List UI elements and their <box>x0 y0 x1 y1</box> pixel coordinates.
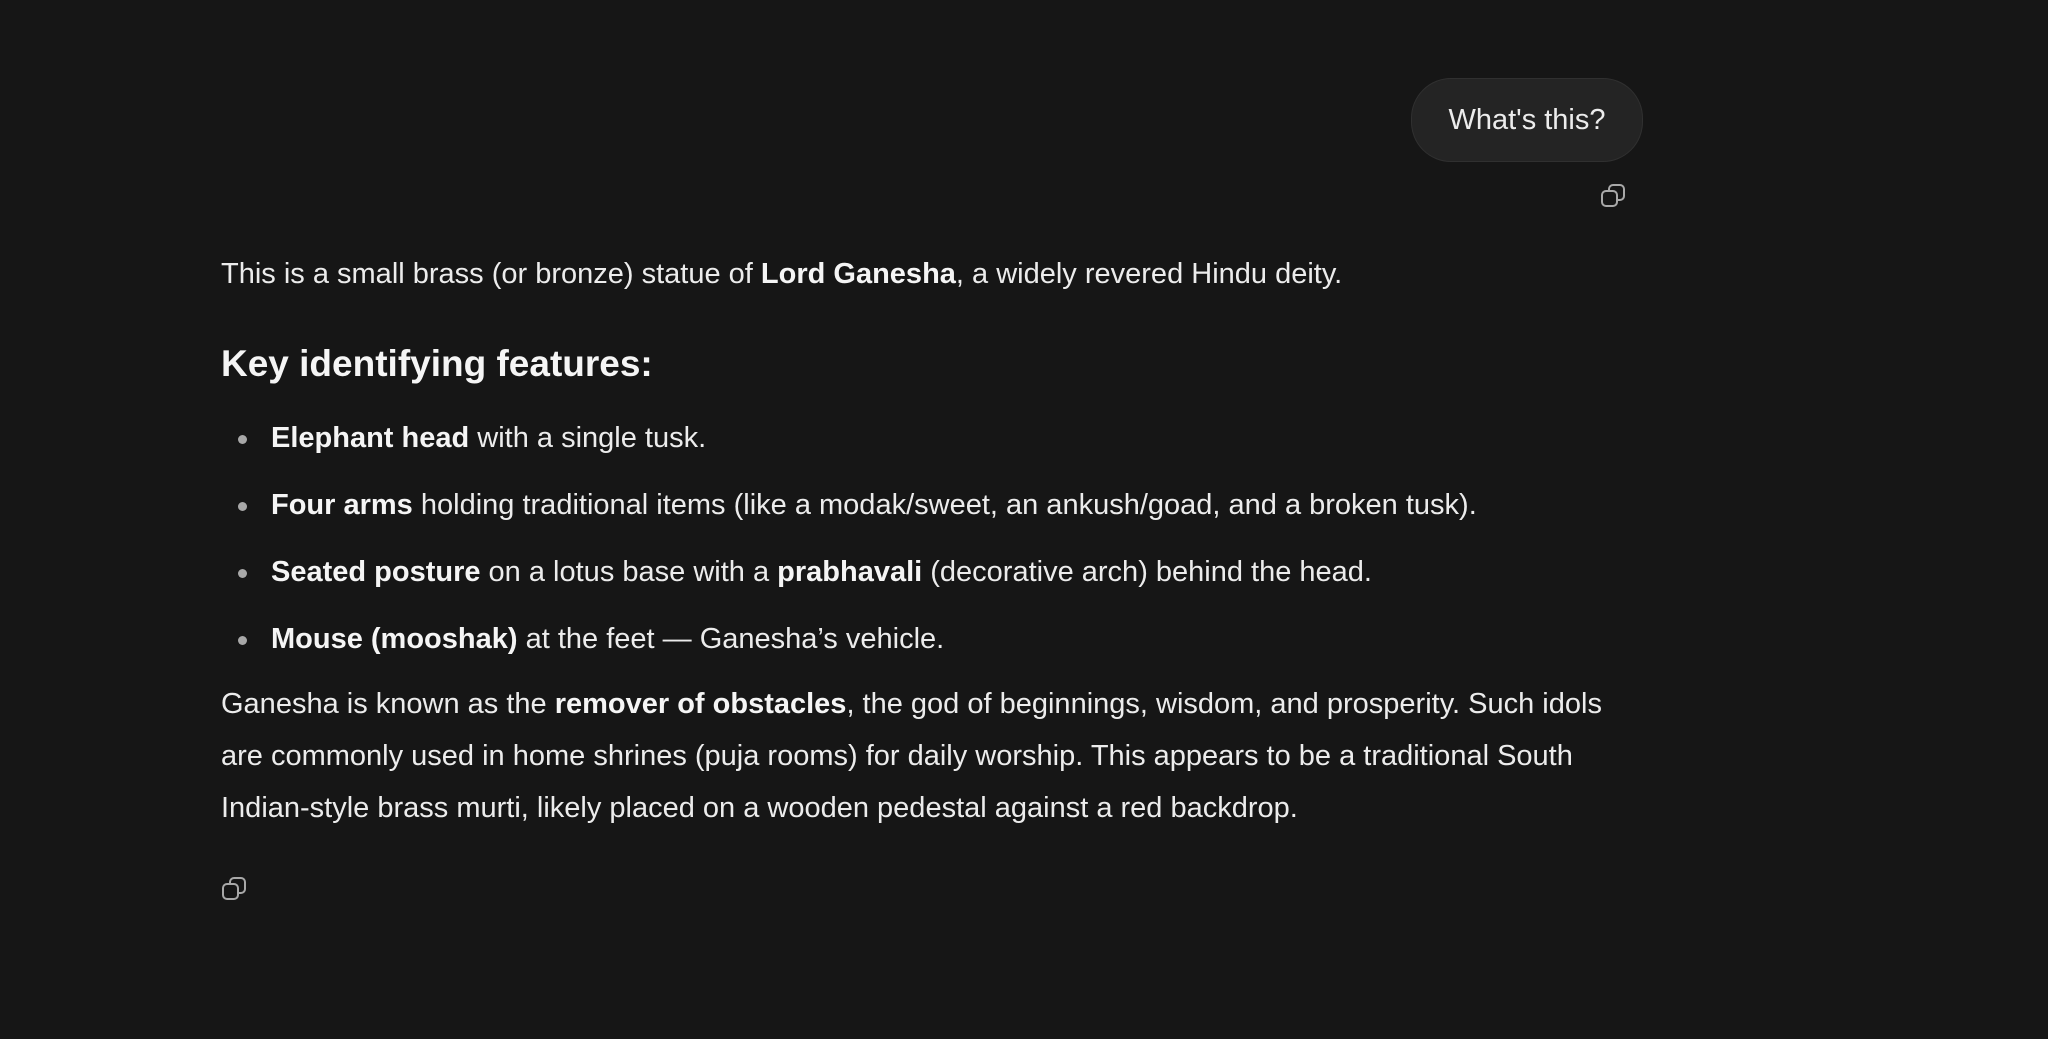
user-message-text: What's this? <box>1448 103 1606 136</box>
response-intro <box>221 248 1651 300</box>
bullet-icon <box>238 636 247 645</box>
copy-response-button[interactable] <box>218 873 250 905</box>
response-summary <box>221 678 1651 834</box>
list-item <box>221 546 1477 613</box>
list-item <box>221 613 1477 680</box>
intro-text-end: , a widely revered Hindu deity. <box>955 258 1343 290</box>
feature-bold: Mouse (mooshak) <box>271 623 518 655</box>
intro-bold: Lord Ganesha <box>760 258 956 290</box>
assistant-response <box>221 248 1651 824</box>
feature-text: with a single tusk. <box>469 422 707 454</box>
feature-bold: Elephant head <box>271 422 470 454</box>
feature-bold: Seated posture <box>271 556 481 588</box>
list-item <box>221 412 1477 479</box>
copy-icon <box>1600 183 1626 209</box>
user-message-bubble <box>1411 78 1643 162</box>
feature-text-2: (decorative arch) behind the head. <box>922 556 1372 588</box>
summary-text: Ganesha is known as the <box>221 688 555 720</box>
list-item <box>221 479 1477 546</box>
intro-text: This is a small brass (or bronze) statue of <box>221 258 761 290</box>
features-list <box>221 412 1477 680</box>
copy-icon <box>221 876 247 902</box>
feature-bold-2: prabhavali <box>777 556 923 588</box>
feature-text: holding traditional items (like a modak/sweet, an ankush/goad, and a broken tusk). <box>412 489 1477 521</box>
features-heading: Key identifying features: <box>221 343 653 384</box>
feature-text: at the feet — Ganesha’s vehicle. <box>517 623 945 655</box>
feature-text: on a lotus base with a <box>480 556 778 588</box>
summary-bold: remover of obstacles <box>554 688 847 720</box>
feature-bold: Four arms <box>271 489 413 521</box>
copy-user-message-button[interactable] <box>1597 180 1629 212</box>
bullet-icon <box>238 502 247 511</box>
bullet-icon <box>238 569 247 578</box>
bullet-icon <box>238 435 247 444</box>
summary-text-end: , the god of beginnings, wisdom, and prosperity. Such idols are commonly used in home shrines (puja rooms) for daily worship. This appears to be a traditional South Indian-style brass murti, likely placed on a wooden pedestal against a red backdrop. <box>221 688 1602 824</box>
